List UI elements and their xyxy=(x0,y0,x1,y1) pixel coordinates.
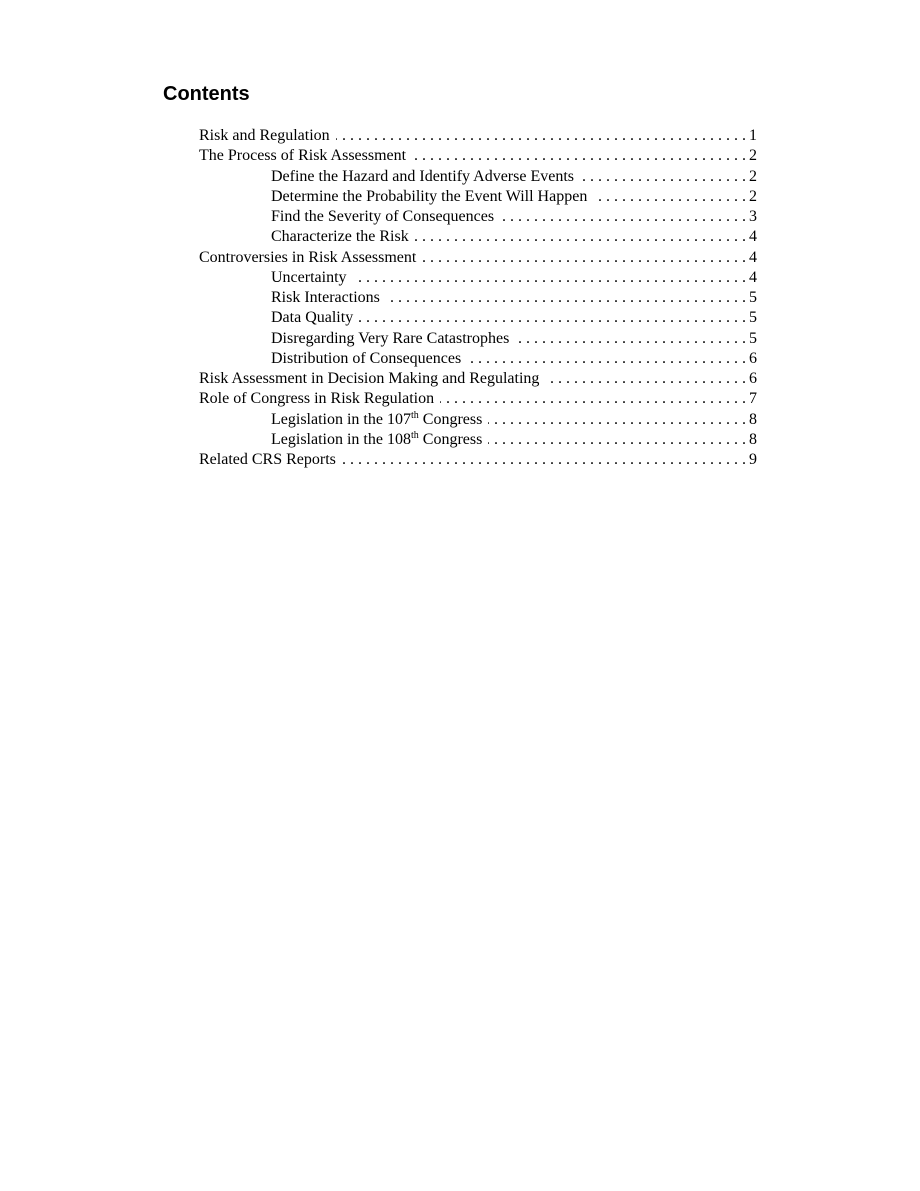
toc-entry-decision-making[interactable] xyxy=(199,369,757,389)
toc-entry-page: 4 xyxy=(749,248,757,266)
toc-entry-page: 4 xyxy=(749,228,757,246)
toc-dot-leader xyxy=(386,288,746,308)
toc-dot-leader xyxy=(412,146,746,166)
title-prefix: Legislation in the 107 xyxy=(271,410,411,428)
toc-entry-risk-and-regulation[interactable] xyxy=(199,126,757,146)
toc-dot-leader xyxy=(342,450,746,470)
toc-entry-title xyxy=(271,430,488,450)
toc-entry-page: 3 xyxy=(749,208,757,226)
toc-dot-leader xyxy=(488,410,746,430)
toc-entry-page: 5 xyxy=(749,289,757,307)
toc-dot-leader xyxy=(336,126,746,146)
toc-dot-leader xyxy=(488,430,746,450)
ordinal-superscript: th xyxy=(410,409,419,421)
title-suffix: Congress xyxy=(418,410,483,428)
title-suffix: Congress xyxy=(418,430,483,448)
toc-entry-title: Uncertainty xyxy=(271,268,347,286)
toc-entry-page: 4 xyxy=(749,268,757,286)
toc-entry-legislation-108th[interactable] xyxy=(199,430,757,450)
toc-entry-title: Distribution of Consequences xyxy=(271,349,462,367)
toc-entry-page: 2 xyxy=(749,167,757,185)
toc-entry-page: 6 xyxy=(749,370,757,388)
table-of-contents xyxy=(199,126,757,471)
toc-dot-leader xyxy=(415,227,746,247)
toc-entry-title: Characterize the Risk xyxy=(271,228,409,246)
toc-entry-legislation-107th[interactable] xyxy=(199,410,757,430)
toc-dot-leader xyxy=(422,248,746,268)
toc-entry-page: 2 xyxy=(749,187,757,205)
toc-entry-title: The Process of Risk Assessment xyxy=(199,147,407,165)
toc-entry-process-of-risk-assessment[interactable] xyxy=(199,146,757,166)
toc-entry-title: Risk Interactions xyxy=(271,289,380,307)
toc-entry-title: Controversies in Risk Assessment xyxy=(199,248,417,266)
toc-entry-title: Data Quality xyxy=(271,309,354,327)
toc-entry-page: 5 xyxy=(749,329,757,347)
toc-dot-leader xyxy=(580,167,746,187)
toc-entry-characterize-the-risk[interactable] xyxy=(199,227,757,247)
toc-entry-title: Risk and Regulation xyxy=(199,127,330,144)
toc-entry-role-of-congress[interactable] xyxy=(199,389,757,409)
toc-entry-page: 8 xyxy=(749,410,757,428)
toc-entry-title: Disregarding Very Rare Catastrophes xyxy=(271,329,510,347)
toc-dot-leader xyxy=(440,389,746,409)
toc-entry-title: Role of Congress in Risk Regulation xyxy=(199,390,435,408)
toc-dot-leader xyxy=(359,308,746,328)
ordinal-superscript: th xyxy=(410,429,419,441)
toc-entry-determine-the-probability[interactable] xyxy=(199,187,757,207)
toc-entry-page: 9 xyxy=(749,451,757,469)
toc-entry-title xyxy=(271,410,488,430)
toc-entry-related-crs-reports[interactable] xyxy=(199,450,757,470)
toc-entry-title: Find the Severity of Consequences xyxy=(271,208,495,226)
toc-dot-leader xyxy=(515,329,746,349)
toc-entry-distribution-of-consequences[interactable] xyxy=(199,349,757,369)
toc-dot-leader xyxy=(467,349,746,369)
toc-dot-leader xyxy=(593,187,746,207)
toc-dot-leader xyxy=(353,268,746,288)
toc-entry-data-quality[interactable] xyxy=(199,308,757,328)
toc-dot-leader xyxy=(500,207,746,227)
toc-entry-disregarding-catastrophes[interactable] xyxy=(199,329,757,349)
contents-heading: Contents xyxy=(163,83,250,105)
toc-entry-page: 8 xyxy=(749,430,757,448)
toc-entry-title: Related CRS Reports xyxy=(199,451,336,469)
toc-entry-page: 5 xyxy=(749,309,757,327)
toc-entry-find-the-severity[interactable] xyxy=(199,207,757,227)
toc-entry-title: Risk Assessment in Decision Making and Regulating xyxy=(199,370,540,388)
toc-entry-page: 2 xyxy=(749,147,757,165)
toc-entry-title: Define the Hazard and Identify Adverse Events xyxy=(271,167,574,185)
toc-dot-leader xyxy=(545,369,746,389)
toc-entry-page: 6 xyxy=(749,349,757,367)
toc-entry-title: Determine the Probability the Event Will Happen xyxy=(271,187,588,205)
toc-entry-page: 1 xyxy=(749,127,757,144)
toc-entry-risk-interactions[interactable] xyxy=(199,288,757,308)
toc-entry-uncertainty[interactable] xyxy=(199,268,757,288)
toc-entry-controversies[interactable] xyxy=(199,248,757,268)
toc-entry-page: 7 xyxy=(749,390,757,408)
toc-entry-define-the-hazard[interactable] xyxy=(199,167,757,187)
title-prefix: Legislation in the 108 xyxy=(271,430,411,448)
